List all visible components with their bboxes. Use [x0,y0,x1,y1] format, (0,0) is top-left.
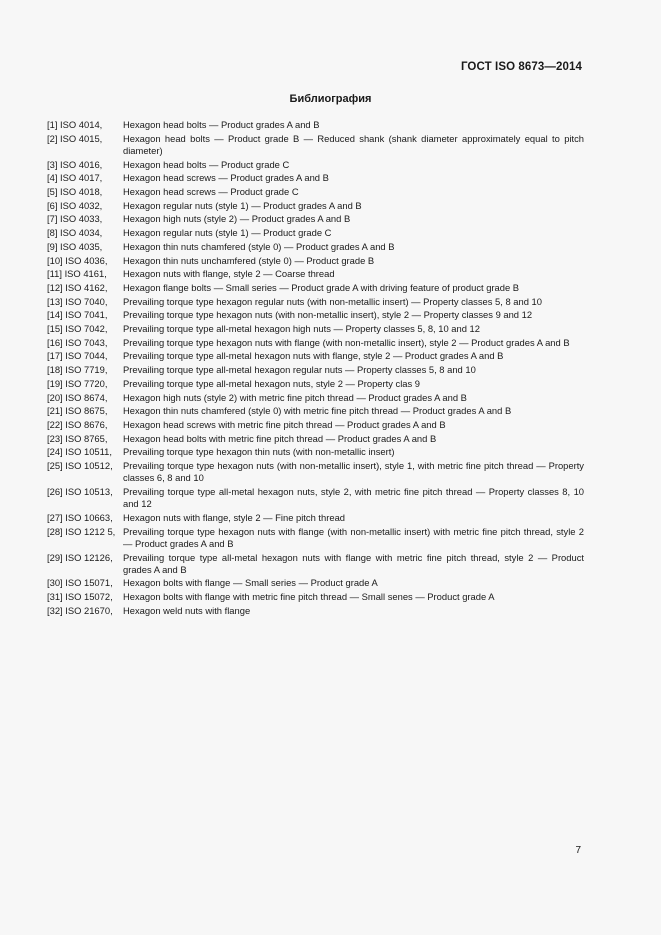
entry-reference [47,337,123,349]
entry-number: [32] [47,604,63,616]
bibliography-entry [47,309,584,321]
bibliography-entry [47,133,584,157]
entry-reference [47,526,123,550]
entry-reference [47,577,123,589]
entry-title: Prevailing torque type hexagon nuts with flange (with non-metallic insert) with metric fine pitch thread, style 2 — Product grades A and B [123,525,584,549]
entry-title: Prevailing torque type hexagon nuts (with non-metallic insert), style 2 — Property classes 9 and 12 [123,309,533,321]
entry-reference [47,186,123,198]
entry-number: [10] [47,254,63,266]
entry-iso-code: ISO 8675, [65,405,108,417]
entry-reference [47,268,123,280]
entry-iso-code: ISO 4032, [60,199,103,211]
entry-reference [47,512,123,524]
bibliography-entry [47,392,584,404]
page-number: 7 [575,845,581,856]
entry-number: [30] [47,577,63,589]
entry-iso-code: ISO 15072, [65,591,113,603]
bibliography-entry [47,172,584,184]
bibliography-entry [47,577,584,589]
entry-iso-code: ISO 10663, [65,511,113,523]
entry-number: [18] [47,364,63,376]
entry-title: Prevailing torque type all-metal hexagon nuts with flange, style 2 — Product grades A and B [123,350,504,362]
entry-reference [47,605,123,617]
entry-iso-code: ISO 8765, [65,432,108,444]
entry-iso-code: ISO 4035, [60,240,103,252]
entry-iso-code: ISO 4034, [60,227,103,239]
entry-title: Hexagon weld nuts with flange [123,604,251,616]
entry-title: Hexagon thin nuts chamfered (style 0) — Product grades A and B [123,240,395,252]
entry-title: Hexagon head bolts with metric fine pitch thread — Product grades A and B [123,432,437,444]
entry-title: Hexagon head bolts — Product grade C [123,158,290,170]
entry-number: [7] [47,213,58,225]
bibliography-entry [47,323,584,335]
entry-iso-code: ISO 10512, [65,460,113,472]
entry-reference [47,296,123,308]
entry-title: Prevailing torque type hexagon nuts with flange (with non-metallic insert), style 2 — Product grades A and B [123,336,570,348]
entry-number: [19] [47,377,63,389]
bibliography-entry [47,526,584,550]
entry-iso-code: ISO 4017, [60,172,103,184]
entry-number: [9] [47,240,58,252]
entry-number: [17] [47,350,63,362]
bibliography-entry [47,337,584,349]
entry-number: [20] [47,391,63,403]
entry-title: Hexagon high nuts (style 2) with metric fine pitch thread — Product grades A and B [123,391,467,403]
bibliography-entry [47,591,584,603]
bibliography-entry [47,552,584,576]
entry-title: Prevailing torque type all-metal hexagon regular nuts — Property classes 5, 8 and 10 [123,364,476,376]
entry-title: Prevailing torque type hexagon regular nuts (with non-metallic insert) — Property classes 5, 8 and 10 [123,295,542,307]
entry-reference [47,486,123,510]
entry-iso-code: ISO 4033, [60,213,103,225]
entry-number: [2] [47,132,58,144]
bibliography-entry [47,512,584,524]
entry-title: Prevailing torque type hexagon nuts (with non-metallic insert), style 1, with metric fine pitch thread — Property classes 6, 8 and 10 [123,460,584,484]
bibliography-entry [47,255,584,267]
entry-number: [4] [47,172,58,184]
entry-iso-code: ISO 7719, [65,364,108,376]
entry-title: Hexagon regular nuts (style 1) — Product grade C [123,227,332,239]
entry-reference [47,282,123,294]
bibliography-list [47,119,584,619]
entry-reference [47,591,123,603]
bibliography-entry [47,296,584,308]
entry-number: [21] [47,405,63,417]
entry-number: [27] [47,511,63,523]
entry-iso-code: ISO 7042, [65,323,108,335]
entry-title: Hexagon flange bolts — Small series — Product grade A with driving feature of product grade B [123,281,520,293]
entry-number: [15] [47,323,63,335]
entry-reference [47,255,123,267]
entry-iso-code: ISO 7040, [65,295,108,307]
bibliography-entry [47,227,584,239]
bibliography-entry [47,364,584,376]
entry-title: Hexagon regular nuts (style 1) — Product grades A and B [123,199,362,211]
entry-number: [29] [47,551,63,563]
bibliography-entry [47,378,584,390]
entry-number: [11] [47,268,62,280]
entry-number: [16] [47,336,63,348]
entry-number: [12] [47,281,63,293]
bibliography-entry [47,282,584,294]
entry-iso-code: ISO 4016, [60,158,103,170]
bibliography-entry [47,268,584,280]
entry-reference [47,405,123,417]
entry-reference [47,241,123,253]
entry-reference [47,419,123,431]
entry-reference [47,392,123,404]
entry-iso-code: ISO 12126, [65,551,113,563]
entry-reference [47,172,123,184]
entry-title: Prevailing torque type all-metal hexagon nuts, style 2 — Property clas 9 [123,377,421,389]
bibliography-entry [47,213,584,225]
entry-reference [47,460,123,484]
standard-id-header: ГОСТ ISO 8673—2014 [460,61,582,73]
entry-title: Hexagon head screws with metric fine pitch thread — Product grades A and B [123,418,446,430]
entry-reference [47,309,123,321]
entry-iso-code: ISO 10511, [65,446,112,458]
entry-number: [22] [47,418,63,430]
entry-reference [47,446,123,458]
entry-iso-code: ISO 7720, [65,377,108,389]
entry-reference [47,200,123,212]
entry-iso-code: ISO 7043, [65,336,108,348]
entry-reference [47,133,123,157]
entry-reference [47,433,123,445]
entry-number: [23] [47,432,63,444]
entry-number: [5] [47,186,58,198]
entry-iso-code: ISO 15071, [65,577,113,589]
bibliography-title: Библиография [289,93,372,105]
entry-title: Hexagon bolts with flange with metric fine pitch thread — Small senes — Product grade A [123,591,495,603]
entry-title: Prevailing torque type all-metal hexagon nuts, style 2, with metric fine pitch thread — Property classes 8, 10 and 12 [123,485,584,510]
entry-number: [6] [47,199,58,211]
entry-reference [47,552,123,576]
entry-number: [28] [47,525,63,537]
entry-title: Hexagon nuts with flange, style 2 — Fine pitch thread [123,511,345,523]
entry-title: Hexagon thin nuts unchamfered (style 0) — Product grade B [123,254,375,266]
bibliography-entry [47,433,584,445]
entry-iso-code: ISO 21670, [65,604,113,616]
bibliography-entry [47,119,584,131]
bibliography-entry [47,405,584,417]
entry-number: [14] [47,309,63,321]
entry-title: Prevailing torque type all-metal hexagon nuts with flange with metric fine pitch thread, style 2 — Product grades A and B [123,551,584,575]
bibliography-entry [47,486,584,510]
entry-reference [47,350,123,362]
entry-title: Hexagon head screws — Product grades A and B [123,172,329,184]
entry-reference [47,119,123,131]
entry-title: Prevailing torque type all-metal hexagon high nuts — Property classes 5, 8, 10 and 12 [123,323,480,335]
entry-number: [24] [47,446,63,458]
entry-title: Hexagon head bolts — Product grades A and B [123,119,320,130]
entry-iso-code: ISO 4162, [65,281,108,293]
entry-title: Hexagon nuts with flange, style 2 — Coarse thread [123,268,335,280]
entry-number: [26] [47,485,63,497]
entry-iso-code: ISO 4018, [60,186,103,198]
entry-title: Hexagon head screws — Product grade C [123,186,299,198]
entry-number: [3] [47,158,58,170]
entry-reference [47,364,123,376]
entry-iso-code: ISO 7041, [65,309,108,321]
entry-iso-code: ISO 4036, [65,254,108,266]
bibliography-entry [47,159,584,171]
entry-iso-code: ISO 8676, [65,418,108,430]
bibliography-entry [47,241,584,253]
entry-iso-code: ISO 1212 5, [65,525,116,537]
entry-number: [25] [47,460,63,472]
entry-iso-code: ISO 10513, [65,485,113,497]
entry-number: [13] [47,295,63,307]
entry-reference [47,378,123,390]
entry-iso-code: ISO 8674, [65,391,108,403]
entry-title: Hexagon head bolts — Product grade B — Reduced shank (shank diameter approximately equal to pitch diameter) [123,132,584,156]
entry-reference [47,323,123,335]
bibliography-entry [47,419,584,431]
bibliography-entry [47,186,584,198]
entry-iso-code: ISO 7044, [65,350,108,362]
bibliography-entry [47,350,584,362]
entry-title: Hexagon bolts with flange — Small series — Product grade A [123,577,378,589]
bibliography-entry [47,446,584,458]
entry-iso-code: ISO 4161, [64,268,107,280]
entry-title: Hexagon high nuts (style 2) — Product grades A and B [123,213,351,225]
entry-title: Prevailing torque type hexagon thin nuts (with non-metallic insert) [123,446,395,458]
bibliography-entry [47,200,584,212]
entry-reference [47,159,123,171]
entry-iso-code: ISO 4015, [60,132,103,144]
bibliography-entry [47,460,584,484]
entry-number: [1] [47,119,58,130]
entry-reference [47,213,123,225]
bibliography-entry [47,605,584,617]
entry-iso-code: ISO 4014, [60,119,103,130]
entry-number: [31] [47,591,63,603]
entry-reference [47,227,123,239]
entry-number: [8] [47,227,58,239]
entry-title: Hexagon thin nuts chamfered (style 0) with metric fine pitch thread — Product grades A and B [123,405,512,417]
